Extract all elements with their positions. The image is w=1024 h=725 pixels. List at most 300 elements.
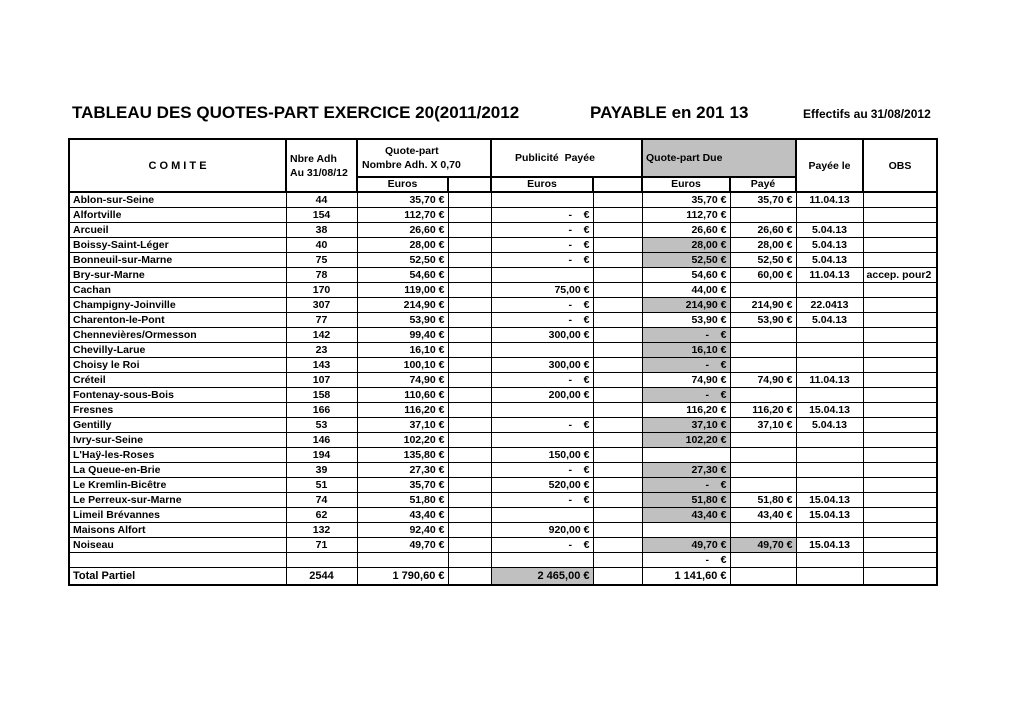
- comite-cell: Alfortville: [69, 208, 286, 223]
- paye-cell: [730, 343, 796, 358]
- spacer-cell: [593, 553, 642, 568]
- header-publicite-label: Publicité Payée: [515, 152, 595, 164]
- obs-cell: [863, 358, 937, 373]
- obs-cell: [863, 313, 937, 328]
- comite-cell: Chennevières/Ormesson: [69, 328, 286, 343]
- obs-cell: [863, 298, 937, 313]
- comite-cell: Maisons Alfort: [69, 523, 286, 538]
- paye-cell: [730, 523, 796, 538]
- table-row: [69, 463, 937, 478]
- table-row: [69, 388, 937, 403]
- spacer-cell: [448, 448, 491, 463]
- quote-part-due-cell: 1 141,60 €: [642, 568, 730, 586]
- header-comite: C O M I T E: [69, 139, 286, 192]
- publicite-cell: - €: [491, 463, 593, 478]
- payee-le-cell: [796, 358, 863, 373]
- spacer-cell: [593, 493, 642, 508]
- obs-cell: [863, 403, 937, 418]
- spacer-cell: [593, 268, 642, 283]
- nbre-adh-cell: 170: [286, 283, 357, 298]
- nbre-adh-cell: 154: [286, 208, 357, 223]
- spacer-cell: [448, 268, 491, 283]
- quote-part-cell: 52,50 €: [357, 253, 448, 268]
- payee-le-cell: 11.04.13: [796, 268, 863, 283]
- spacer-cell: [593, 568, 642, 586]
- spacer-cell: [593, 223, 642, 238]
- nbre-adh-cell: 75: [286, 253, 357, 268]
- quote-part-cell: 116,20 €: [357, 403, 448, 418]
- paye-cell: [730, 358, 796, 373]
- publicite-cell: - €: [491, 373, 593, 388]
- spacer-cell: [448, 358, 491, 373]
- quote-part-cell: 16,10 €: [357, 343, 448, 358]
- spacer-cell: [593, 538, 642, 553]
- spacer-cell: [593, 478, 642, 493]
- quote-part-due-cell: 16,10 €: [642, 343, 730, 358]
- obs-cell: [863, 253, 937, 268]
- nbre-adh-cell: 142: [286, 328, 357, 343]
- nbre-adh-cell: 194: [286, 448, 357, 463]
- header-euros-publicite: Euros: [491, 177, 593, 192]
- table-row: [69, 268, 937, 283]
- table-row: [69, 298, 937, 313]
- obs-cell: [863, 493, 937, 508]
- spacer-cell: [593, 388, 642, 403]
- comite-cell: Bonneuil-sur-Marne: [69, 253, 286, 268]
- payee-le-cell: [796, 328, 863, 343]
- publicite-cell: 300,00 €: [491, 358, 593, 373]
- payee-le-cell: [796, 553, 863, 568]
- quote-part-cell: 26,60 €: [357, 223, 448, 238]
- paye-cell: [730, 433, 796, 448]
- table-row: [69, 448, 937, 463]
- title-effectifs-label: Effectifs au: [803, 107, 868, 121]
- quote-part-due-cell: 28,00 €: [642, 238, 730, 253]
- spacer-cell: [448, 553, 491, 568]
- paye-cell: 28,00 €: [730, 238, 796, 253]
- quote-part-cell: 35,70 €: [357, 478, 448, 493]
- comite-cell: Champigny-Joinville: [69, 298, 286, 313]
- payee-le-cell: 15.04.13: [796, 538, 863, 553]
- publicite-cell: [491, 508, 593, 523]
- nbre-adh-cell: 107: [286, 373, 357, 388]
- spacer-cell: [448, 192, 491, 208]
- quote-part-due-cell: 26,60 €: [642, 223, 730, 238]
- nbre-adh-cell: 77: [286, 313, 357, 328]
- quote-part-due-cell: 214,90 €: [642, 298, 730, 313]
- obs-cell: [863, 223, 937, 238]
- comite-cell: Total Partiel: [69, 568, 286, 586]
- table-row: [69, 418, 937, 433]
- payee-le-cell: [796, 568, 863, 586]
- spacer-cell: [593, 403, 642, 418]
- comite-cell: Fontenay-sous-Bois: [69, 388, 286, 403]
- spacer-cell: [593, 508, 642, 523]
- comite-cell: Noiseau: [69, 538, 286, 553]
- quote-part-due-cell: 74,90 €: [642, 373, 730, 388]
- obs-cell: [863, 283, 937, 298]
- spacer-cell: [593, 373, 642, 388]
- spacer-cell: [448, 463, 491, 478]
- spacer-cell: [448, 538, 491, 553]
- title-main: TABLEAU DES QUOTES-PART EXERCICE 20(: [72, 103, 440, 122]
- paye-cell: 37,10 €: [730, 418, 796, 433]
- nbre-adh-cell: 38: [286, 223, 357, 238]
- table-row: [69, 508, 937, 523]
- paye-cell: 49,70 €: [730, 538, 796, 553]
- quote-part-cell: 51,80 €: [357, 493, 448, 508]
- quote-part-cell: 119,00 €: [357, 283, 448, 298]
- paye-cell: 60,00 €: [730, 268, 796, 283]
- table-row: [69, 538, 937, 553]
- publicite-cell: 520,00 €: [491, 478, 593, 493]
- header-quote-part-due: Quote-part Due: [642, 139, 796, 177]
- spacer-cell: [593, 328, 642, 343]
- nbre-adh-cell: 158: [286, 388, 357, 403]
- comite-cell: Charenton-le-Pont: [69, 313, 286, 328]
- obs-cell: accep. pour2: [863, 268, 937, 283]
- spacer-cell: [448, 253, 491, 268]
- payee-le-cell: 22.0413: [796, 298, 863, 313]
- header-nbre-line1: Nbre Adh: [290, 152, 337, 165]
- publicite-cell: - €: [491, 313, 593, 328]
- nbre-adh-cell: 78: [286, 268, 357, 283]
- table-row: [69, 238, 937, 253]
- table-row: [69, 553, 937, 568]
- spacer-cell: [448, 418, 491, 433]
- spacer-cell: [593, 313, 642, 328]
- spacer-cell: [593, 283, 642, 298]
- paye-cell: [730, 463, 796, 478]
- payee-le-cell: 15.04.13: [796, 493, 863, 508]
- quote-part-cell: 99,40 €: [357, 328, 448, 343]
- payee-le-cell: 5.04.13: [796, 223, 863, 238]
- quote-part-due-cell: - €: [642, 478, 730, 493]
- quote-part-cell: 214,90 €: [357, 298, 448, 313]
- obs-cell: [863, 463, 937, 478]
- quote-part-cell: 49,70 €: [357, 538, 448, 553]
- quote-part-cell: 74,90 €: [357, 373, 448, 388]
- comite-cell: Arcueil: [69, 223, 286, 238]
- quote-part-due-cell: 52,50 €: [642, 253, 730, 268]
- publicite-cell: [491, 268, 593, 283]
- table-row: [69, 313, 937, 328]
- table-row: [69, 403, 937, 418]
- quote-part-cell: 27,30 €: [357, 463, 448, 478]
- table-row: [69, 192, 937, 208]
- header-quote-line1: Quote-part: [385, 145, 439, 157]
- header-euros-due: Euros: [642, 177, 730, 192]
- header-paye: Payé: [730, 177, 796, 192]
- header-quote-line2: Nombre Adh. X 0,70: [362, 159, 461, 171]
- paye-cell: 116,20 €: [730, 403, 796, 418]
- spacer-cell: [448, 493, 491, 508]
- quote-part-cell: 135,80 €: [357, 448, 448, 463]
- quote-part-cell: 1 790,60 €: [357, 568, 448, 586]
- quote-part-cell: 110,60 €: [357, 388, 448, 403]
- obs-cell: [863, 238, 937, 253]
- publicite-cell: - €: [491, 253, 593, 268]
- payee-le-cell: [796, 523, 863, 538]
- quote-part-due-cell: 116,20 €: [642, 403, 730, 418]
- spacer-cell: [448, 388, 491, 403]
- payee-le-cell: [796, 208, 863, 223]
- nbre-adh-cell: 2544: [286, 568, 357, 586]
- spacer-cell: [448, 568, 491, 586]
- paye-cell: [730, 208, 796, 223]
- spacer-cell: [593, 433, 642, 448]
- comite-cell: Fresnes: [69, 403, 286, 418]
- publicite-cell: 200,00 €: [491, 388, 593, 403]
- nbre-adh-cell: 146: [286, 433, 357, 448]
- publicite-cell: 150,00 €: [491, 448, 593, 463]
- publicite-cell: 300,00 €: [491, 328, 593, 343]
- obs-cell: [863, 568, 937, 586]
- nbre-adh-cell: 166: [286, 403, 357, 418]
- spacer-cell: [593, 463, 642, 478]
- spacer-cell: [448, 223, 491, 238]
- obs-cell: [863, 373, 937, 388]
- obs-cell: [863, 208, 937, 223]
- table-row: [69, 523, 937, 538]
- nbre-adh-cell: 53: [286, 418, 357, 433]
- quotes-part-table: [68, 138, 938, 586]
- comite-cell: Ablon-sur-Seine: [69, 192, 286, 208]
- payee-le-cell: 11.04.13: [796, 373, 863, 388]
- header-blank-cell: [593, 177, 642, 192]
- comite-cell: L'Haÿ-les-Roses: [69, 448, 286, 463]
- obs-cell: [863, 523, 937, 538]
- quote-part-due-cell: 49,70 €: [642, 538, 730, 553]
- quote-part-cell: 92,40 €: [357, 523, 448, 538]
- quote-part-cell: 102,20 €: [357, 433, 448, 448]
- publicite-cell: [491, 192, 593, 208]
- publicite-cell: [491, 403, 593, 418]
- nbre-adh-cell: 62: [286, 508, 357, 523]
- publicite-cell: - €: [491, 493, 593, 508]
- paye-cell: [730, 448, 796, 463]
- obs-cell: [863, 433, 937, 448]
- table-row: [69, 493, 937, 508]
- payee-le-cell: [796, 343, 863, 358]
- quote-part-due-cell: 37,10 €: [642, 418, 730, 433]
- publicite-cell: [491, 433, 593, 448]
- payee-le-cell: [796, 463, 863, 478]
- paye-cell: 74,90 €: [730, 373, 796, 388]
- table-row: [69, 358, 937, 373]
- publicite-cell: 920,00 €: [491, 523, 593, 538]
- comite-cell: Bry-sur-Marne: [69, 268, 286, 283]
- quote-part-cell: 28,00 €: [357, 238, 448, 253]
- spacer-cell: [448, 238, 491, 253]
- spacer-cell: [448, 208, 491, 223]
- comite-cell: Gentilly: [69, 418, 286, 433]
- quote-part-cell: 54,60 €: [357, 268, 448, 283]
- paye-cell: [730, 553, 796, 568]
- comite-cell: Choisy le Roi: [69, 358, 286, 373]
- publicite-cell: 2 465,00 €: [491, 568, 593, 586]
- payee-le-cell: [796, 388, 863, 403]
- header-nbre-line2: Au 31/08/12: [290, 166, 348, 179]
- nbre-adh-cell: 71: [286, 538, 357, 553]
- quote-part-due-cell: 35,70 €: [642, 192, 730, 208]
- comite-cell: Limeil Brévannes: [69, 508, 286, 523]
- spacer-cell: [448, 313, 491, 328]
- publicite-cell: 75,00 €: [491, 283, 593, 298]
- table-row: [69, 373, 937, 388]
- publicite-cell: - €: [491, 208, 593, 223]
- header-row-main: [69, 139, 937, 177]
- payee-le-cell: 5.04.13: [796, 313, 863, 328]
- paye-cell: [730, 283, 796, 298]
- spacer-cell: [593, 523, 642, 538]
- obs-cell: [863, 508, 937, 523]
- quote-part-cell: [357, 553, 448, 568]
- spacer-cell: [593, 343, 642, 358]
- quote-part-due-cell: 51,80 €: [642, 493, 730, 508]
- publicite-cell: - €: [491, 418, 593, 433]
- obs-cell: [863, 388, 937, 403]
- payee-le-cell: [796, 433, 863, 448]
- title-effectifs-date: 31/08/2012: [870, 107, 931, 121]
- header-blank-cell: [448, 177, 491, 192]
- comite-cell: [69, 553, 286, 568]
- payee-le-cell: [796, 283, 863, 298]
- comite-cell: Cachan: [69, 283, 286, 298]
- comite-cell: Le Kremlin-Bicêtre: [69, 478, 286, 493]
- title-period: 2011/2012: [439, 103, 520, 122]
- quote-part-due-cell: - €: [642, 553, 730, 568]
- nbre-adh-cell: 132: [286, 523, 357, 538]
- quote-part-due-cell: [642, 523, 730, 538]
- comite-cell: Boissy-Saint-Léger: [69, 238, 286, 253]
- paye-cell: 214,90 €: [730, 298, 796, 313]
- spacer-cell: [593, 238, 642, 253]
- paye-cell: 51,80 €: [730, 493, 796, 508]
- obs-cell: [863, 418, 937, 433]
- quote-part-due-cell: [642, 448, 730, 463]
- nbre-adh-cell: 23: [286, 343, 357, 358]
- publicite-cell: [491, 343, 593, 358]
- title-effectifs: [803, 107, 931, 121]
- title-payable-text: PAYABLE en 201: [590, 103, 725, 122]
- paye-cell: 26,60 €: [730, 223, 796, 238]
- obs-cell: [863, 448, 937, 463]
- quote-part-due-cell: 43,40 €: [642, 508, 730, 523]
- quote-part-due-cell: 102,20 €: [642, 433, 730, 448]
- comite-cell: Ivry-sur-Seine: [69, 433, 286, 448]
- page-title: [72, 103, 519, 123]
- paye-cell: [730, 568, 796, 586]
- table-row: [69, 328, 937, 343]
- spacer-cell: [448, 373, 491, 388]
- quote-part-cell: 100,10 €: [357, 358, 448, 373]
- obs-cell: [863, 538, 937, 553]
- quote-part-due-cell: - €: [642, 388, 730, 403]
- obs-cell: [863, 328, 937, 343]
- obs-cell: [863, 192, 937, 208]
- header-obs: OBS: [863, 139, 937, 192]
- payee-le-cell: [796, 478, 863, 493]
- publicite-cell: - €: [491, 538, 593, 553]
- spacer-cell: [593, 448, 642, 463]
- paye-cell: [730, 478, 796, 493]
- nbre-adh-cell: 143: [286, 358, 357, 373]
- spacer-cell: [593, 418, 642, 433]
- nbre-adh-cell: 39: [286, 463, 357, 478]
- paye-cell: 53,90 €: [730, 313, 796, 328]
- quote-part-cell: 112,70 €: [357, 208, 448, 223]
- nbre-adh-cell: 74: [286, 493, 357, 508]
- spacer-cell: [448, 328, 491, 343]
- quote-part-due-cell: 53,90 €: [642, 313, 730, 328]
- table-row: [69, 343, 937, 358]
- publicite-cell: - €: [491, 238, 593, 253]
- header-payee-le: Payée le: [796, 139, 863, 192]
- payee-le-cell: 15.04.13: [796, 403, 863, 418]
- payee-le-cell: 5.04.13: [796, 238, 863, 253]
- quote-part-due-cell: - €: [642, 358, 730, 373]
- comite-cell: Créteil: [69, 373, 286, 388]
- table-row: [69, 223, 937, 238]
- header-quote-part: [357, 139, 491, 177]
- comite-cell: La Queue-en-Brie: [69, 463, 286, 478]
- payee-le-cell: 15.04.13: [796, 508, 863, 523]
- comite-cell: Le Perreux-sur-Marne: [69, 493, 286, 508]
- nbre-adh-cell: 44: [286, 192, 357, 208]
- comite-cell: Chevilly-Larue: [69, 343, 286, 358]
- nbre-adh-cell: [286, 553, 357, 568]
- header-nbre-adh: [286, 139, 357, 192]
- quote-part-due-cell: - €: [642, 328, 730, 343]
- paye-cell: 52,50 €: [730, 253, 796, 268]
- spacer-cell: [593, 208, 642, 223]
- table-body: [69, 192, 937, 585]
- obs-cell: [863, 553, 937, 568]
- quote-part-cell: 43,40 €: [357, 508, 448, 523]
- payee-le-cell: 11.04.13: [796, 192, 863, 208]
- quote-part-due-cell: 112,70 €: [642, 208, 730, 223]
- publicite-cell: [491, 553, 593, 568]
- spacer-cell: [448, 403, 491, 418]
- spacer-cell: [448, 508, 491, 523]
- spacer-cell: [448, 523, 491, 538]
- quote-part-due-cell: 44,00 €: [642, 283, 730, 298]
- table-row: [69, 283, 937, 298]
- total-row: [69, 568, 937, 586]
- table-row: [69, 253, 937, 268]
- spacer-cell: [448, 343, 491, 358]
- nbre-adh-cell: 307: [286, 298, 357, 313]
- title-payable-year: 13: [729, 103, 749, 122]
- table-row: [69, 208, 937, 223]
- quote-part-cell: 53,90 €: [357, 313, 448, 328]
- spacer-cell: [448, 283, 491, 298]
- spacer-cell: [448, 298, 491, 313]
- spacer-cell: [593, 358, 642, 373]
- obs-cell: [863, 478, 937, 493]
- publicite-cell: - €: [491, 223, 593, 238]
- payee-le-cell: 5.04.13: [796, 418, 863, 433]
- table-row: [69, 433, 937, 448]
- quote-part-cell: 37,10 €: [357, 418, 448, 433]
- paye-cell: [730, 328, 796, 343]
- quote-part-due-cell: 54,60 €: [642, 268, 730, 283]
- table-row: [69, 478, 937, 493]
- paye-cell: [730, 388, 796, 403]
- obs-cell: [863, 343, 937, 358]
- paye-cell: 35,70 €: [730, 192, 796, 208]
